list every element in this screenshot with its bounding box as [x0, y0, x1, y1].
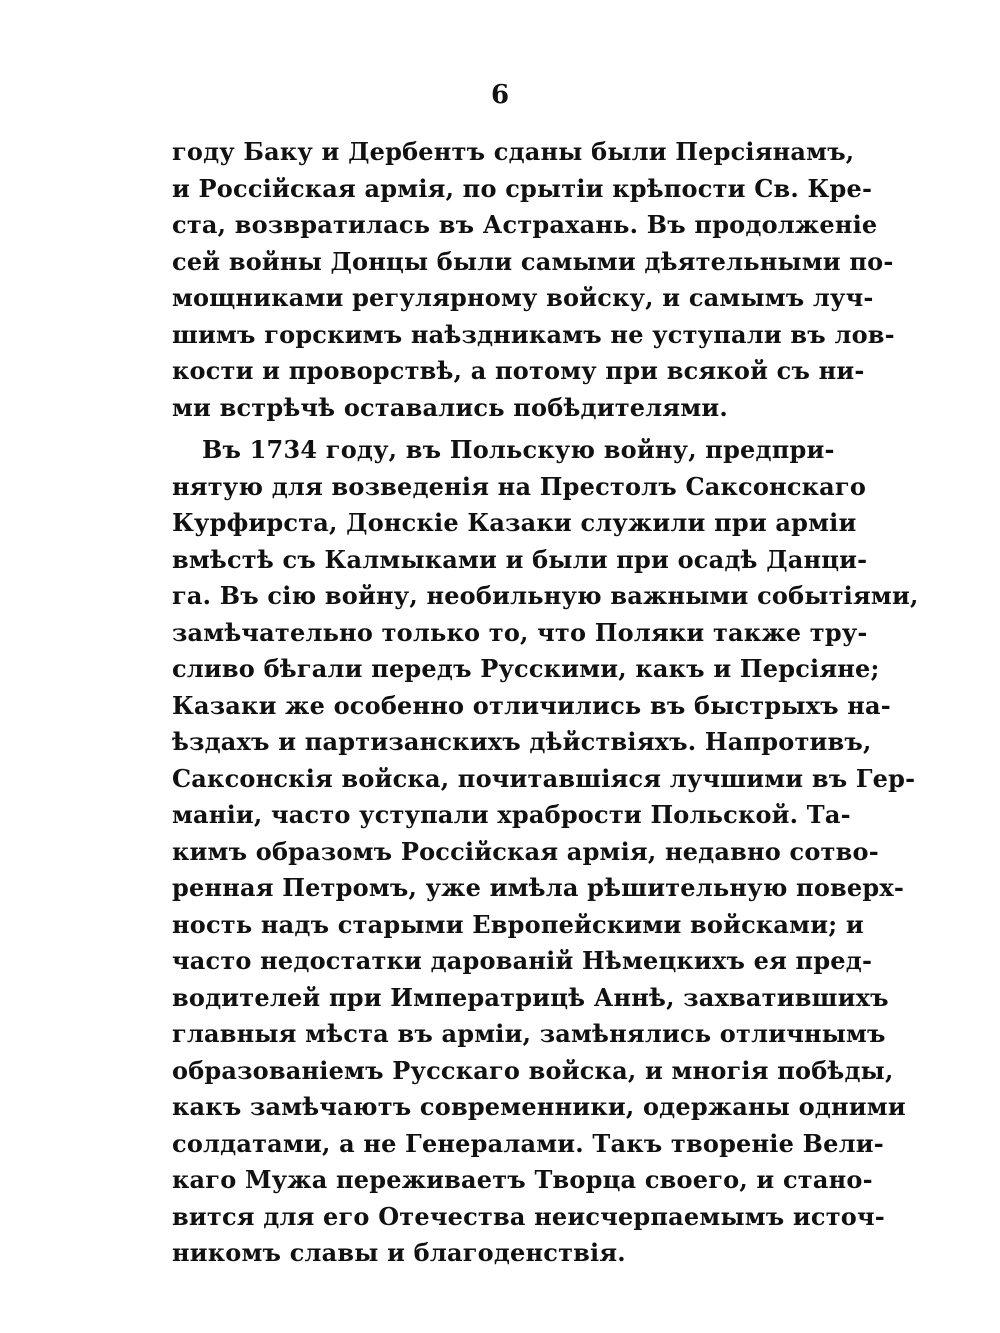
- page-number: 6: [490, 80, 510, 110]
- text-line: каго Мужа переживаетъ Творца своего, и стано-: [172, 1165, 873, 1194]
- text-line: солдатами, а не Генералами. Такъ твореніе Вели-: [172, 1128, 884, 1158]
- text-line: кимъ образомъ Россійская армія, недавно сотво-: [172, 836, 879, 866]
- text-line: году Баку и Дербентъ сданы были Персіянамъ,: [172, 137, 855, 166]
- text-line: никомъ славы и благоденствія.: [172, 1238, 626, 1267]
- text-line: замѣчательно только то, что Поляки также тру-: [172, 617, 868, 647]
- text-line: ми встрѣчѣ оставались побѣдителями.: [172, 392, 728, 422]
- paragraph-2: [172, 432, 919, 1272]
- text-line: ѣздахъ и партизанскихъ дѣйствіяхъ. Напротивъ,: [172, 727, 872, 756]
- text-line: ста, возвратилась въ Астрахань. Въ продолженіе: [172, 210, 878, 239]
- text-line: водителей при Императрицѣ Аннѣ, захватившихъ: [172, 982, 889, 1012]
- text-line: шимъ горскимъ наѣздникамъ не уступали въ лов-: [172, 319, 895, 349]
- text-line: маніи, часто уступали храбрости Польской. Та-: [172, 800, 851, 829]
- text-line: Курфирста, Донскіе Казаки служили при арміи: [172, 508, 857, 537]
- text-line: образованіемъ Русскаго войска, и многія побѣды,: [172, 1055, 894, 1085]
- text-line: мощниками регулярному войску, и самымъ луч-: [172, 283, 874, 312]
- text-line: га. Въ сію войну, необильную важными событіями,: [172, 581, 919, 610]
- text-line: ренная Петромъ, уже имѣла рѣшительную поверх-: [172, 873, 905, 902]
- text-line: и Россійская армія, по срытіи крѣпости Св. Кре-: [172, 173, 873, 203]
- text-line: кости и проворствѣ, а потому при всякой съ ни-: [172, 356, 865, 385]
- body-text: [172, 134, 919, 1272]
- text-line: вмѣстѣ съ Калмыками и были при осадѣ Данци-: [172, 544, 868, 574]
- text-line: сей войны Донцы были самыми дѣятельными по-: [172, 246, 894, 276]
- text-line: какъ замѣчаютъ современники, одержаны одними: [172, 1092, 906, 1121]
- paragraph-1: [172, 134, 895, 426]
- text-line: Саксонскія войска, почитавшіяся лучшими въ Гер-: [172, 763, 916, 793]
- text-line: нятую для возведенія на Престолъ Саксонскаго: [172, 471, 867, 501]
- text-line: сливо бѣгали передъ Русскими, какъ и Персіяне;: [172, 654, 880, 683]
- text-line: Въ 1734 году, въ Польскую войну, предпри-: [202, 435, 835, 464]
- text-line: вится для его Отечества неисчерпаемымъ источ-: [172, 1201, 885, 1231]
- text-line: часто недостатки дарованій Нѣмецкихъ ея пред-: [172, 946, 873, 975]
- text-line: главныя мѣста въ арміи, замѣнялись отличнымъ: [172, 1019, 886, 1048]
- text-line: Казаки же особенно отличились въ быстрыхъ на-: [172, 690, 891, 720]
- text-line: ность надъ старыми Европейскими войсками; и: [172, 909, 864, 939]
